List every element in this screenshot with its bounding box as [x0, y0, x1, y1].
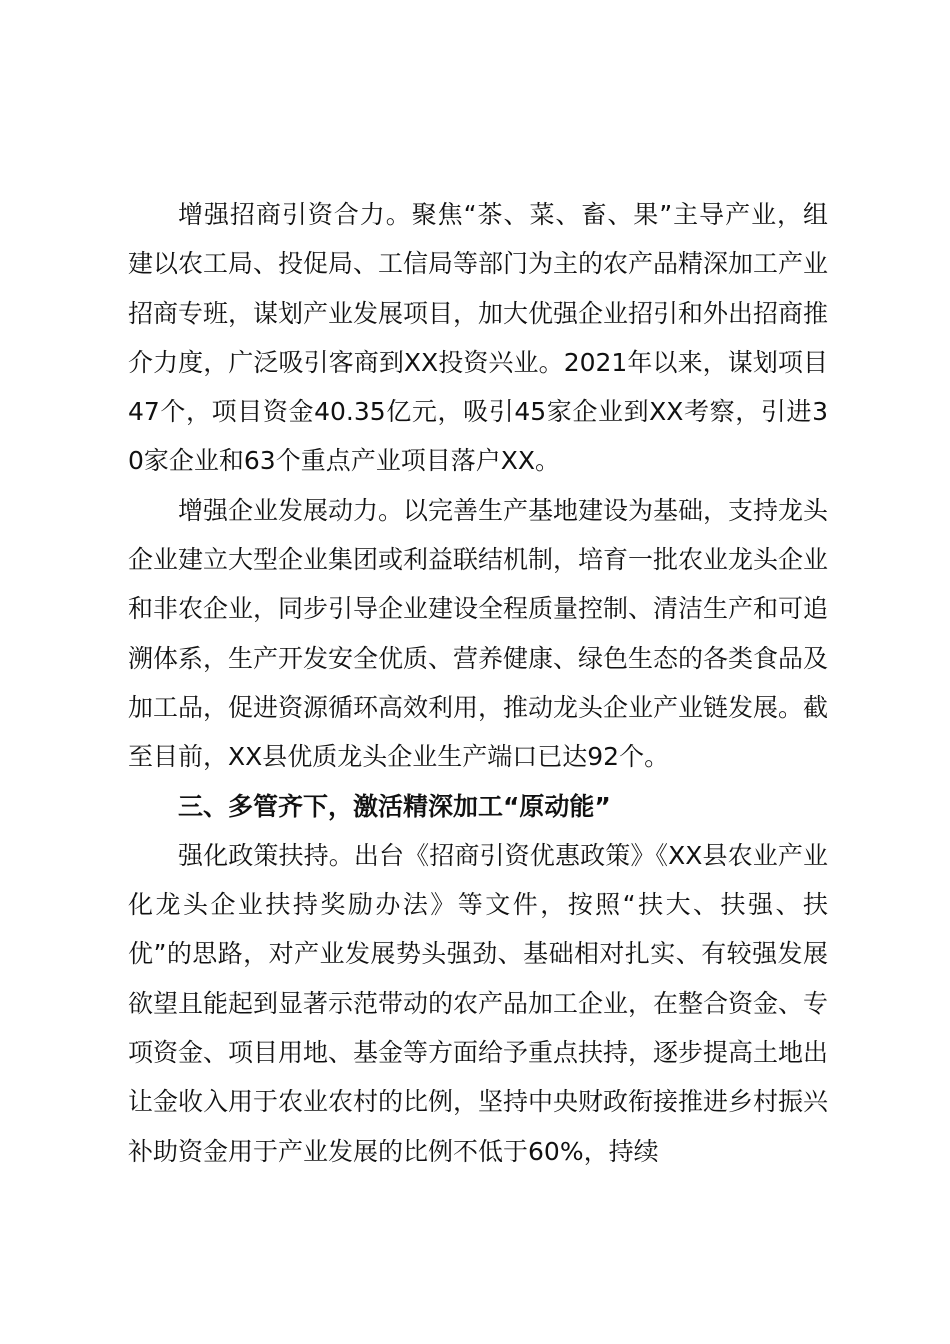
paragraph-investment-attraction: 增强招商引资合力。聚焦“茶、菜、畜、果”主导产业，组建以农工局、投促局、工信局等部门为主的农产品精深加工产业招商专班，谋划产业发展项目，加大优强企业招引和外出招商推介力度，广泛吸引客商到XX投资兴业。2021年以来，谋划项目47个，项目资金40.35亿元，吸引45家企业到XX考察，引进30家企业和63个重点产业项目落户XX。: [128, 200, 829, 476]
section-heading-three: 三、多管齐下，激活精深加工“原动能”: [178, 791, 611, 821]
document-body: [128, 190, 828, 1176]
paragraph-enterprise-development: 增强企业发展动力。以完善生产基地建设为基础，支持龙头企业建立大型企业集团或利益联结机制，培育一批农业龙头企业和非农企业，同步引导企业建设全程质量控制、清洁生产和可追溯体系，生产开发安全优质、营养健康、绿色生态的各类食品及加工品，促进资源循环高效利用，推动龙头企业产业链发展。截至目前，XX县优质龙头企业生产端口已达92个。: [128, 495, 829, 772]
paragraph-policy-support: 强化政策扶持。出台《招商引资优惠政策》《XX县农业产业化龙头企业扶持奖励办法》等文件，按照“扶大、扶强、扶优”的思路，对产业发展势头强劲、基础相对扎实、有较强发展欲望且能起到显著示范带动的农产品加工企业，在整合资金、专项资金、项目用地、基金等方面给予重点扶持，逐步提高土地出让金收入用于农业农村的比例，坚持中央财政衔接推进乡村振兴补助资金用于产业发展的比例不低于60%，持续: [128, 840, 829, 1166]
